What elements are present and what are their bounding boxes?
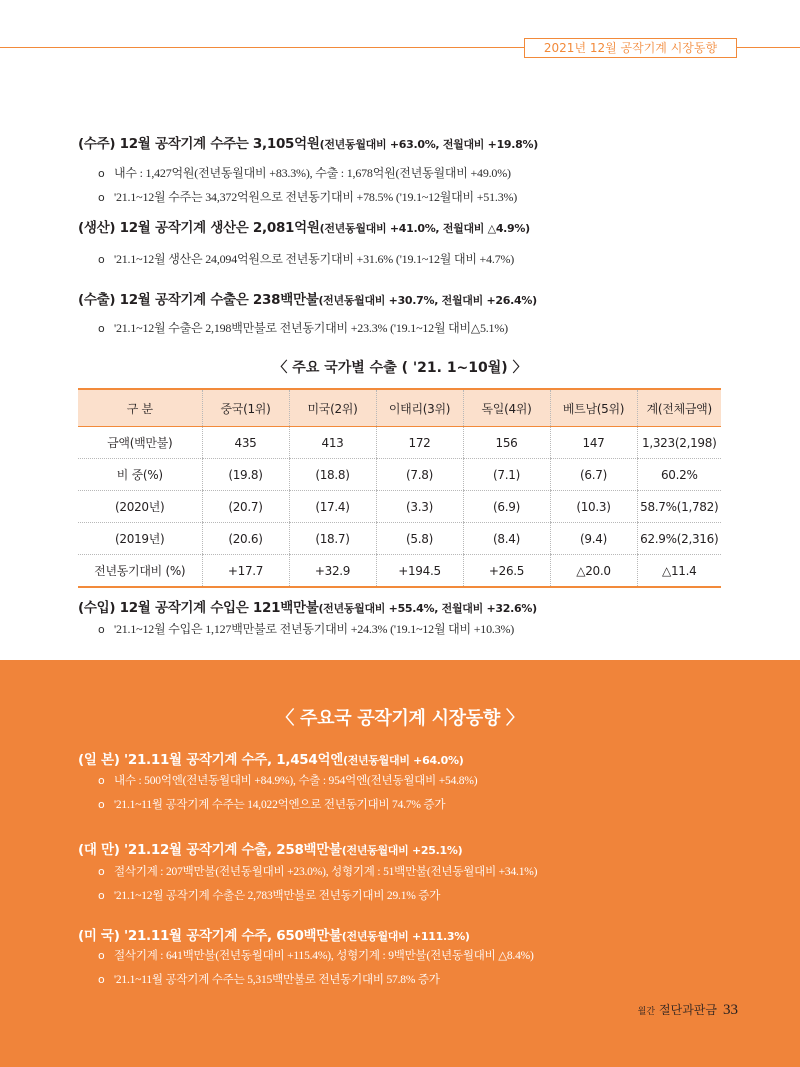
- table-cell: (3.3): [376, 491, 463, 523]
- table-cell: (17.4): [289, 491, 376, 523]
- bullet-item: o '21.1~12월 공작기계 수출은 2,783백만불로 전년동기대비 29.1% 증가: [98, 889, 441, 902]
- column-header: 미국(2위): [289, 389, 376, 427]
- page-footer: [638, 1001, 738, 1019]
- section-heading-orders: (수주) 12월 공작기계 수주는 3,105억원(전년동월대비 +63.0%, 전월대비 +19.8%): [78, 136, 538, 152]
- section-heading-imports: (수입) 12월 공작기계 수입은 121백만불(전년동월대비 +55.4%, 전월대비 +32.6%): [78, 600, 537, 616]
- global-market-panel: [0, 660, 800, 1067]
- heading-detail: (전년동월대비 +111.3%): [341, 930, 470, 943]
- section-heading-exports: (수출) 12월 공작기계 수출은 238백만불(전년동월대비 +30.7%, 전월대비 +26.4%): [78, 292, 537, 308]
- bullet-mark: o: [98, 798, 105, 811]
- table-cell: (2020년): [78, 491, 202, 523]
- table-cell: (9.4): [550, 523, 637, 555]
- table-cell: +17.7: [202, 555, 289, 588]
- bullet-item: o '21.1~12월 수주는 34,372억원으로 전년동기대비 +78.5% ('19.1~12월대비 +51.3%): [98, 190, 518, 204]
- table-row: [78, 491, 721, 523]
- bullet-item: o 절삭기계 : 641백만불(전년동월대비 +115.4%), 성형기계 : 9백만불(전년동월대비 △8.4%): [98, 949, 534, 962]
- heading-detail: (전년동월대비 +25.1%): [341, 844, 463, 857]
- bullet-mark: o: [98, 623, 105, 636]
- bullet-item: o 내수 : 1,427억원(전년동월대비 +83.3%), 수출 : 1,678억원(전년동월대비 +49.0%): [98, 166, 511, 180]
- table-cell: (2019년): [78, 523, 202, 555]
- country-heading-japan: (일 본) '21.11월 공작기계 수주, 1,454억엔(전년동월대비 +64.0%): [78, 752, 464, 768]
- table-cell: 60.2%: [637, 459, 721, 491]
- table-cell: (7.1): [463, 459, 550, 491]
- table-cell: (18.8): [289, 459, 376, 491]
- heading-detail: (전년동월대비 +41.0%, 전월대비 △4.9%): [319, 222, 530, 235]
- country-heading-taiwan: (대 만) '21.12월 공작기계 수출, 258백만불(전년동월대비 +25.1%): [78, 842, 463, 858]
- bullet-item: o '21.1~11월 공작기계 수주는 14,022억엔으로 전년동기대비 74.7% 증가: [98, 798, 446, 811]
- column-header: 계(전체금액): [637, 389, 721, 427]
- bullet-mark: o: [98, 949, 105, 962]
- bullet-mark: o: [98, 322, 105, 335]
- bullet-item: o '21.1~11월 공작기계 수주는 5,315백만불로 전년동기대비 57.8% 증가: [98, 973, 440, 986]
- market-panel-title: 〈 주요국 공작기계 시장동향 〉: [276, 708, 524, 729]
- bullet-mark: o: [98, 253, 105, 266]
- bullet-item: o 절삭기계 : 207백만불(전년동월대비 +23.0%), 성형기계 : 51백만불(전년동월대비 +34.1%): [98, 865, 538, 878]
- column-header: 독일(4위): [463, 389, 550, 427]
- bullet-mark: o: [98, 167, 105, 180]
- table-row: [78, 459, 721, 491]
- bullet-mark: o: [98, 889, 105, 902]
- table-cell: 비 중(%): [78, 459, 202, 491]
- export-by-country-table: [78, 388, 721, 588]
- bullet-item: o '21.1~12월 생산은 24,094억원으로 전년동기대비 +31.6% ('19.1~12월 대비 +4.7%): [98, 252, 515, 266]
- page-number: 33: [723, 1002, 738, 1018]
- table-cell: +32.9: [289, 555, 376, 588]
- column-header: 이태리(3위): [376, 389, 463, 427]
- running-header: 2021년 12월 공작기계 시장동향: [524, 38, 737, 58]
- table-header-row: [78, 389, 721, 427]
- heading-detail: (전년동월대비 +55.4%, 전월대비 +32.6%): [318, 602, 537, 615]
- table-cell: (6.7): [550, 459, 637, 491]
- heading-detail: (전년동월대비 +63.0%, 전월대비 +19.8%): [319, 138, 538, 151]
- table-cell: (6.9): [463, 491, 550, 523]
- table-cell: 금액(백만불): [78, 427, 202, 459]
- table-cell: △20.0: [550, 555, 637, 588]
- table-title: 〈 주요 국가별 수출 ( '21. 1~10월) 〉: [273, 360, 527, 376]
- table-cell: 전년동기대비 (%): [78, 555, 202, 588]
- table-cell: +194.5: [376, 555, 463, 588]
- heading-detail: (전년동월대비 +30.7%, 전월대비 +26.4%): [318, 294, 537, 307]
- table-cell: +26.5: [463, 555, 550, 588]
- table-cell: (5.8): [376, 523, 463, 555]
- table-cell: 156: [463, 427, 550, 459]
- table-cell: 172: [376, 427, 463, 459]
- table-cell: 413: [289, 427, 376, 459]
- table-cell: 147: [550, 427, 637, 459]
- table-cell: (19.8): [202, 459, 289, 491]
- table-cell: (20.7): [202, 491, 289, 523]
- table-row: [78, 427, 721, 459]
- bullet-mark: o: [98, 865, 105, 878]
- column-header: 구 분: [78, 389, 202, 427]
- table-cell: △11.4: [637, 555, 721, 588]
- bullet-item: o '21.1~12월 수출은 2,198백만불로 전년동기대비 +23.3% ('19.1~12월 대비△5.1%): [98, 321, 508, 335]
- table-cell: (8.4): [463, 523, 550, 555]
- section-heading-production: (생산) 12월 공작기계 생산은 2,081억원(전년동월대비 +41.0%, 전월대비 △4.9%): [78, 220, 530, 236]
- table-cell: 62.9%(2,316): [637, 523, 721, 555]
- bullet-item: o '21.1~12월 수입은 1,127백만불로 전년동기대비 +24.3% ('19.1~12월 대비 +10.3%): [98, 622, 515, 636]
- table-cell: 58.7%(1,782): [637, 491, 721, 523]
- table-cell: (10.3): [550, 491, 637, 523]
- footer-magazine-name: 절단과판금: [659, 1003, 717, 1017]
- bullet-mark: o: [98, 973, 105, 986]
- column-header: 베트남(5위): [550, 389, 637, 427]
- table-cell: 1,323(2,198): [637, 427, 721, 459]
- footer-monthly: 월간: [637, 1007, 656, 1017]
- column-header: 중국(1위): [202, 389, 289, 427]
- table-cell: 435: [202, 427, 289, 459]
- table-row: [78, 555, 721, 588]
- table-row: [78, 523, 721, 555]
- table-cell: (18.7): [289, 523, 376, 555]
- bullet-item: o 내수 : 500억엔(전년동월대비 +84.9%), 수출 : 954억엔(전년동월대비 +54.8%): [98, 774, 478, 787]
- table-cell: (7.8): [376, 459, 463, 491]
- bullet-mark: o: [98, 774, 105, 787]
- bullet-mark: o: [98, 191, 105, 204]
- table-cell: (20.6): [202, 523, 289, 555]
- heading-detail: (전년동월대비 +64.0%): [342, 754, 464, 767]
- country-heading-usa: (미 국) '21.11월 공작기계 수주, 650백만불(전년동월대비 +111.3%): [78, 928, 470, 944]
